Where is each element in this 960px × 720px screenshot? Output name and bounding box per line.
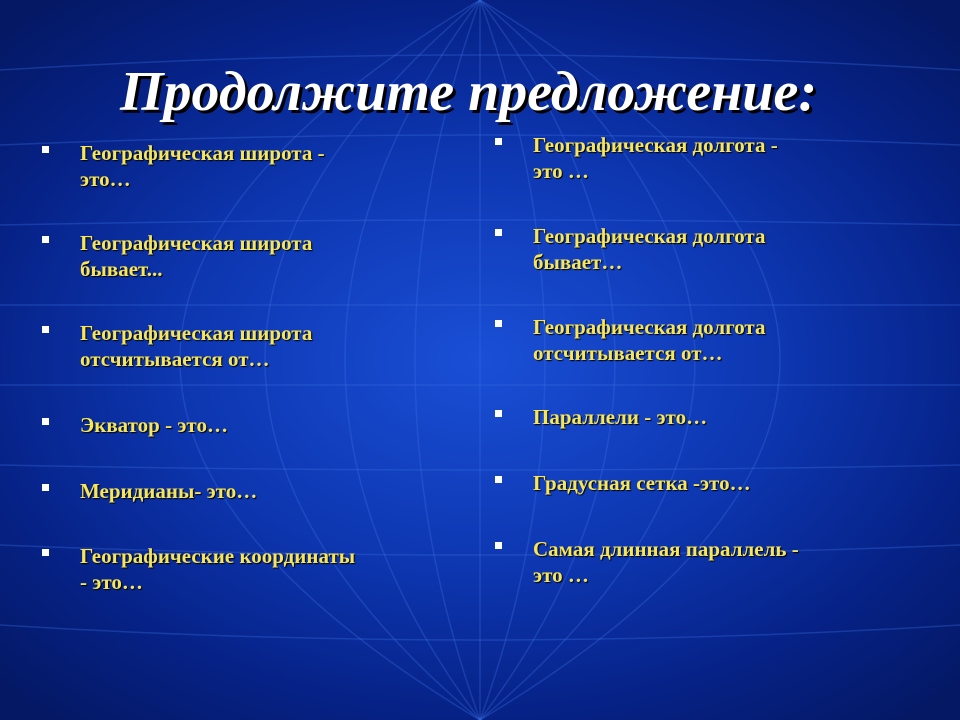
list-item-text: Географическая широта отсчитывается от… xyxy=(80,321,313,371)
list-item-text: Географические координаты - это… xyxy=(80,544,356,594)
list-item xyxy=(42,478,442,504)
bullet-square-icon xyxy=(42,326,49,333)
list-item xyxy=(495,132,935,184)
bullet-square-icon xyxy=(42,146,49,153)
list-item xyxy=(42,320,442,372)
list-item-text: Географическая долгота бывает… xyxy=(533,224,766,274)
list-item xyxy=(495,470,935,496)
list-item-text: Географическая широта - это… xyxy=(80,141,325,191)
list-item xyxy=(42,230,442,282)
bullet-square-icon xyxy=(495,410,502,417)
list-item xyxy=(495,536,935,588)
list-item xyxy=(42,412,442,438)
list-item-text: Меридианы- это… xyxy=(80,479,258,503)
bullet-square-icon xyxy=(495,476,502,483)
bullet-square-icon xyxy=(495,542,502,549)
list-item-text: Параллели - это… xyxy=(533,405,708,429)
slide-title: Продолжите предложение: xyxy=(120,61,817,123)
list-item-text: Самая длинная параллель - это … xyxy=(533,537,799,587)
bullet-square-icon xyxy=(42,549,49,556)
bullet-square-icon xyxy=(42,484,49,491)
list-item-text: Географическая долгота отсчитывается от… xyxy=(533,315,766,365)
list-item-text: Экватор - это… xyxy=(80,413,228,437)
bullet-square-icon xyxy=(495,229,502,236)
list-item xyxy=(42,543,442,595)
bullet-square-icon xyxy=(42,418,49,425)
list-item xyxy=(495,404,935,430)
list-item-text: Географическая широта бывает... xyxy=(80,231,313,281)
bullet-square-icon xyxy=(495,320,502,327)
bullet-square-icon xyxy=(495,138,502,145)
list-item xyxy=(495,223,935,275)
list-item-text: Географическая долгота - это … xyxy=(533,133,778,183)
bullet-square-icon xyxy=(42,236,49,243)
list-item xyxy=(495,314,935,366)
list-item-text: Градусная сетка -это… xyxy=(533,471,751,495)
list-item xyxy=(42,140,442,192)
